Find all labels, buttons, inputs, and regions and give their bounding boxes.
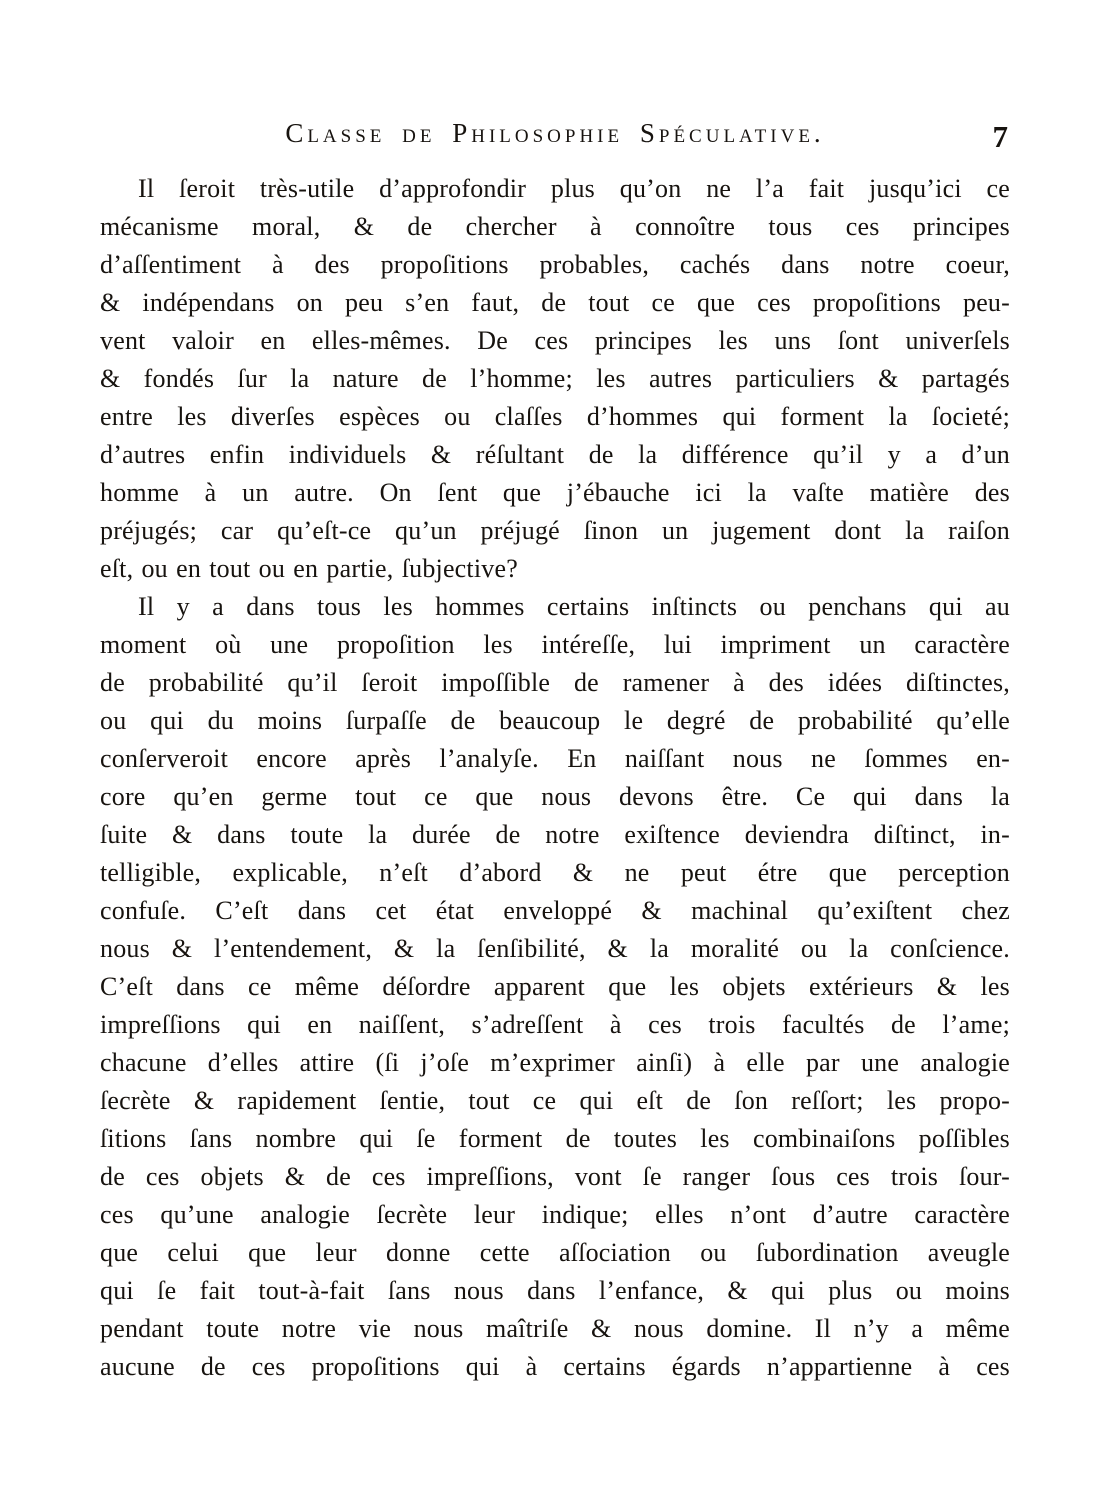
text-line: homme à un autre. On ſent que j’ébauche ici la vaſte matière des: [100, 478, 1010, 507]
text-line: ou qui du moins ſurpaſſe de beaucoup le degré de probabilité qu’elle: [100, 706, 1010, 735]
text-line: ces qu’une analogie ſecrète leur indique; elles n’ont d’autre caractère: [100, 1200, 1010, 1229]
text-line: & indépendans on peu s’en faut, de tout ce que ces propoſitions peu-: [100, 288, 1010, 317]
text-line: préjugés; car qu’eſt-ce qu’un préjugé ſinon un jugement dont la raiſon: [100, 516, 1010, 545]
text-line: ſitions ſans nombre qui ſe forment de toutes les combinaiſons poſſibles: [100, 1124, 1010, 1153]
text-line: mécanisme moral, & de chercher à connoître tous ces principes: [100, 212, 1010, 241]
text-line: entre les diverſes espèces ou claſſes d’hommes qui forment la ſocieté;: [100, 402, 1010, 431]
text-line: nous & l’entendement, & la ſenſibilité, & la moralité ou la conſcience.: [100, 934, 1010, 963]
text-line: impreſſions qui en naiſſent, s’adreſſent à ces trois facultés de l’ame;: [100, 1010, 1010, 1039]
text-line: ſecrète & rapidement ſentie, tout ce qui eſt de ſon reſſort; les propo-: [100, 1086, 1010, 1115]
paragraph-2: [100, 588, 1010, 1386]
paragraph-1: [100, 170, 1010, 588]
text-line: chacune d’elles attire (ſi j’oſe m’exprimer ainſi) à elle par une analogie: [100, 1048, 1010, 1077]
text-line: d’autres enfin individuels & réſultant de la différence qu’il y a d’un: [100, 440, 1010, 469]
text-line: eſt, ou en tout ou en partie, ſubjective?: [100, 554, 518, 583]
text-line: que celui que leur donne cette aſſociation ou ſubordination aveugle: [100, 1238, 1010, 1267]
text-line: de ces objets & de ces impreſſions, vont ſe ranger ſous ces trois ſour-: [100, 1162, 1010, 1191]
text-line: ſuite & dans toute la durée de notre exiſtence deviendra diſtinct, in-: [100, 820, 1010, 849]
text-line: Il y a dans tous les hommes certains inſtincts ou penchans qui au: [138, 592, 1010, 621]
text-line: aucune de ces propoſitions qui à certains égards n’appartienne à ces: [100, 1352, 1010, 1381]
text-line: core qu’en germe tout ce que nous devons être. Ce qui dans la: [100, 782, 1010, 811]
page-header: [100, 118, 1010, 160]
page-number: 7: [992, 119, 1008, 154]
text-line: & fondés ſur la nature de l’homme; les autres particuliers & partagés: [100, 364, 1010, 393]
text-line: qui ſe fait tout-à-fait ſans nous dans l’enfance, & qui plus ou moins: [100, 1276, 1010, 1305]
text-line: moment où une propoſition les intéreſſe, lui impriment un caractère: [100, 630, 1010, 659]
text-line: vent valoir en elles-mêmes. De ces principes les uns ſont univerſels: [100, 326, 1010, 355]
running-title: Classe de Philosophie Spéculative.: [285, 118, 825, 148]
text-line: pendant toute notre vie nous maîtriſe & nous domine. Il n’y a même: [100, 1314, 1010, 1343]
text-line: C’eſt dans ce même déſordre apparent que les objets extérieurs & les: [100, 972, 1010, 1001]
page-body: [100, 170, 1010, 1386]
text-line: telligible, explicable, n’eſt d’abord & ne peut étre que perception: [100, 858, 1010, 887]
text-line: d’aſſentiment à des propoſitions probables, cachés dans notre coeur,: [100, 250, 1010, 279]
text-line: confuſe. C’eſt dans cet état enveloppé & machinal qu’exiſtent chez: [100, 896, 1010, 925]
text-line: Il ſeroit très-utile d’approfondir plus qu’on ne l’a fait jusqu’ici ce: [138, 174, 1010, 203]
text-line: de probabilité qu’il ſeroit impoſſible de ramener à des idées diſtinctes,: [100, 668, 1010, 697]
text-line: conſerveroit encore après l’analyſe. En naiſſant nous ne ſommes en-: [100, 744, 1010, 773]
